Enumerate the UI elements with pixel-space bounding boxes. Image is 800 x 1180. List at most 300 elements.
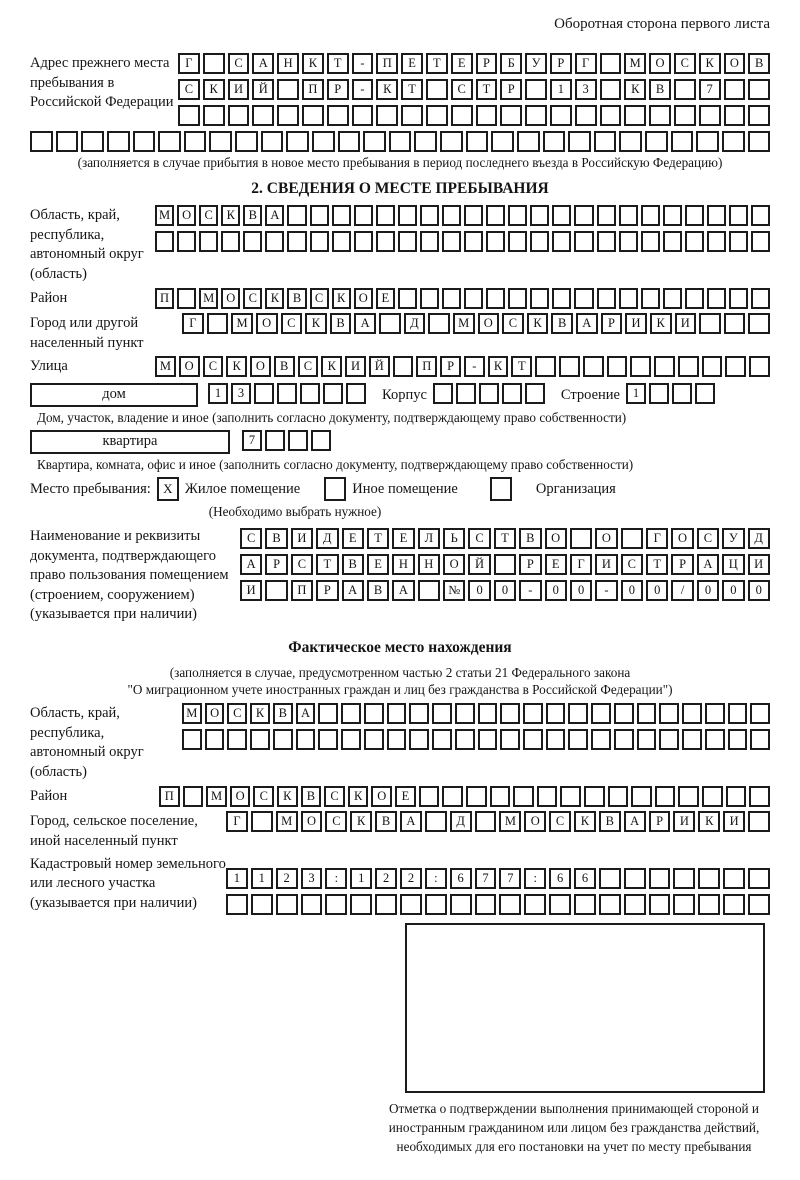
char-box: О — [443, 554, 465, 575]
char-box — [398, 288, 417, 309]
char-box — [641, 288, 660, 309]
char-box — [591, 703, 611, 724]
char-box: Р — [550, 53, 572, 74]
region-row-1 — [155, 205, 770, 226]
char-box: Т — [426, 53, 448, 74]
char-box — [729, 288, 748, 309]
char-box: Р — [601, 313, 623, 334]
char-box — [707, 288, 726, 309]
char-box — [552, 205, 571, 226]
char-box — [490, 786, 511, 807]
char-box — [286, 131, 309, 152]
char-box — [207, 313, 229, 334]
char-box — [530, 288, 549, 309]
char-box — [30, 131, 53, 152]
char-box: 0 — [621, 580, 643, 601]
char-box — [341, 703, 361, 724]
char-box — [302, 105, 324, 126]
char-box: В — [599, 811, 621, 832]
stroenie-label: Строение — [560, 386, 620, 403]
char-box: П — [302, 79, 324, 100]
char-box — [543, 131, 566, 152]
char-box — [591, 729, 611, 750]
char-box — [659, 703, 679, 724]
korpus-row — [433, 383, 545, 404]
char-box — [325, 894, 347, 915]
char-box: В — [375, 811, 397, 832]
char-box: А — [252, 53, 274, 74]
stay-option-other-label: Иное помещение — [352, 480, 458, 497]
char-box: Е — [392, 528, 414, 549]
char-box — [549, 894, 571, 915]
district-row — [155, 288, 770, 309]
char-box — [158, 131, 181, 152]
char-box: А — [392, 580, 414, 601]
prev-address-row-2 — [178, 79, 770, 100]
char-box — [265, 580, 287, 601]
char-box — [748, 105, 770, 126]
char-box — [726, 786, 747, 807]
char-box: С — [324, 786, 345, 807]
char-box — [287, 205, 306, 226]
char-box — [574, 231, 593, 252]
char-box — [724, 79, 746, 100]
char-box — [450, 894, 472, 915]
char-box: В — [367, 580, 389, 601]
char-box — [599, 868, 621, 889]
char-box: С — [621, 554, 643, 575]
char-box: О — [724, 53, 746, 74]
doc-label: Наименование и реквизиты документа, подтверждающего право пользования помещением (строением, сооружением) (указывается при наличии) — [30, 528, 229, 623]
char-box: Е — [376, 288, 395, 309]
district-label: Район — [30, 290, 68, 307]
char-box — [363, 131, 386, 152]
char-box: 0 — [722, 580, 744, 601]
section2-title: 2. СВЕДЕНИЯ О МЕСТЕ ПРЕБЫВАНИЯ — [251, 180, 549, 198]
char-box — [546, 703, 566, 724]
char-box — [568, 703, 588, 724]
char-box: С — [240, 528, 262, 549]
char-box: П — [416, 356, 437, 377]
char-box: К — [203, 79, 225, 100]
char-box: О — [545, 528, 567, 549]
char-box — [251, 811, 273, 832]
char-box — [575, 105, 597, 126]
char-box: А — [240, 554, 262, 575]
char-box: С — [281, 313, 303, 334]
char-box — [594, 131, 617, 152]
stay-option-organization-checkbox — [490, 477, 512, 501]
char-box — [600, 53, 622, 74]
char-box: Г — [575, 53, 597, 74]
char-box — [494, 554, 516, 575]
char-box: О — [256, 313, 278, 334]
char-box: М — [276, 811, 298, 832]
char-box: Р — [440, 356, 461, 377]
char-box — [296, 729, 316, 750]
char-box: О — [205, 703, 225, 724]
doc-row-2 — [240, 554, 770, 575]
char-box — [401, 105, 423, 126]
stay-choose-note: (Необходимо выбрать нужное) — [208, 503, 382, 519]
char-box — [376, 231, 395, 252]
char-box — [655, 786, 676, 807]
char-box — [560, 786, 581, 807]
char-box — [748, 811, 770, 832]
char-box: Й — [252, 79, 274, 100]
char-box — [624, 868, 646, 889]
char-box: Т — [316, 554, 338, 575]
char-box: С — [199, 205, 218, 226]
char-box — [184, 131, 207, 152]
char-box — [425, 894, 447, 915]
char-box: 7 — [499, 868, 521, 889]
char-box — [649, 383, 669, 404]
char-box: К — [226, 356, 247, 377]
char-box — [338, 131, 361, 152]
char-box: О — [595, 528, 617, 549]
char-box: 0 — [697, 580, 719, 601]
char-box — [748, 131, 771, 152]
char-box: № — [443, 580, 465, 601]
char-box — [486, 205, 505, 226]
char-box: Й — [468, 554, 490, 575]
char-box — [456, 383, 476, 404]
char-box: Г — [182, 313, 204, 334]
char-box: О — [177, 205, 196, 226]
char-box: 1 — [350, 868, 372, 889]
char-box: Н — [392, 554, 414, 575]
char-box: 7 — [242, 430, 262, 451]
stamp-caption: Отметка о подтверждении выполнения принимающей стороной и иностранным гражданином или лицом без гражданства действий, необходимых для его постановки на учет по месту пребывания — [388, 1100, 760, 1154]
char-box — [695, 383, 715, 404]
char-box — [442, 205, 461, 226]
char-box — [221, 231, 240, 252]
char-box: К — [305, 313, 327, 334]
doc-row-3 — [240, 580, 770, 601]
char-box: Б — [500, 53, 522, 74]
char-box — [409, 703, 429, 724]
char-box — [750, 729, 770, 750]
char-box — [182, 729, 202, 750]
char-box — [631, 786, 652, 807]
prev-address-label: Адрес прежнего места пребывания в Российской Федерации — [30, 55, 174, 111]
char-box — [414, 131, 437, 152]
char-box: 0 — [646, 580, 668, 601]
char-box — [352, 105, 374, 126]
char-box — [624, 105, 646, 126]
stay-option-residential-label: Жилое помещение — [184, 480, 301, 497]
char-box — [398, 205, 417, 226]
char-box: 6 — [574, 868, 596, 889]
char-box: К — [624, 79, 646, 100]
char-box: Ь — [443, 528, 465, 549]
char-box: П — [376, 53, 398, 74]
char-box — [464, 231, 483, 252]
char-box: - — [519, 580, 541, 601]
char-box — [524, 894, 546, 915]
prev-address-section — [30, 53, 770, 171]
char-box — [235, 131, 258, 152]
char-box: Д — [748, 528, 770, 549]
char-box — [301, 894, 323, 915]
char-box — [537, 786, 558, 807]
char-box — [440, 131, 463, 152]
char-box: 0 — [494, 580, 516, 601]
char-box — [432, 703, 452, 724]
char-box: И — [748, 554, 770, 575]
char-box — [723, 868, 745, 889]
char-box: В — [330, 313, 352, 334]
char-box: 0 — [748, 580, 770, 601]
al-region-row-1 — [182, 703, 770, 724]
char-box — [630, 356, 651, 377]
char-box — [645, 131, 668, 152]
char-box: 0 — [570, 580, 592, 601]
char-box: Г — [570, 554, 592, 575]
char-box: С — [697, 528, 719, 549]
char-box — [530, 205, 549, 226]
al-region-row-2 — [182, 729, 770, 750]
char-box: М — [182, 703, 202, 724]
char-box — [426, 79, 448, 100]
char-box — [261, 131, 284, 152]
char-box: К — [488, 356, 509, 377]
char-box: У — [722, 528, 744, 549]
char-box: К — [321, 356, 342, 377]
char-box: О — [354, 288, 373, 309]
char-box — [387, 729, 407, 750]
char-box: / — [671, 580, 693, 601]
char-box: С — [227, 703, 247, 724]
char-box — [354, 205, 373, 226]
char-box — [574, 894, 596, 915]
char-box: М — [624, 53, 646, 74]
char-box — [300, 383, 320, 404]
char-box — [475, 811, 497, 832]
char-box: В — [519, 528, 541, 549]
al-district-label: Район — [30, 788, 68, 805]
char-box: С — [549, 811, 571, 832]
char-box: Р — [316, 580, 338, 601]
char-box — [748, 79, 770, 100]
char-box: О — [671, 528, 693, 549]
char-box — [254, 383, 274, 404]
char-box: Д — [316, 528, 338, 549]
char-box: Н — [418, 554, 440, 575]
char-box: Т — [511, 356, 532, 377]
char-box: С — [325, 811, 347, 832]
char-box: И — [345, 356, 366, 377]
char-box — [287, 231, 306, 252]
char-box — [559, 356, 580, 377]
char-box — [466, 786, 487, 807]
char-box: 7 — [475, 868, 497, 889]
char-box — [517, 131, 540, 152]
char-box — [724, 105, 746, 126]
char-box — [654, 356, 675, 377]
char-box: С — [451, 79, 473, 100]
char-box: О — [250, 356, 271, 377]
char-box — [418, 580, 440, 601]
house-type-box: дом — [30, 383, 198, 407]
char-box — [273, 729, 293, 750]
char-box — [552, 231, 571, 252]
char-box: К — [250, 703, 270, 724]
char-box — [619, 288, 638, 309]
char-box: Г — [226, 811, 248, 832]
char-box — [682, 703, 702, 724]
char-box — [696, 131, 719, 152]
char-box — [475, 894, 497, 915]
char-box — [583, 356, 604, 377]
prev-address-row-1 — [178, 53, 770, 74]
char-box — [525, 105, 547, 126]
stamp-box — [405, 923, 765, 1093]
char-box — [354, 231, 373, 252]
char-box — [205, 729, 225, 750]
char-box: 2 — [375, 868, 397, 889]
char-box — [311, 430, 331, 451]
char-box — [346, 383, 366, 404]
stroenie-row — [626, 383, 715, 404]
char-box — [420, 231, 439, 252]
city-row — [182, 313, 770, 334]
char-box: А — [576, 313, 598, 334]
char-box: 1 — [226, 868, 248, 889]
char-box — [332, 205, 351, 226]
korpus-label: Корпус — [382, 386, 427, 403]
char-box — [523, 729, 543, 750]
street-label: Улица — [30, 357, 68, 374]
char-box — [376, 205, 395, 226]
char-box — [525, 79, 547, 100]
char-box: И — [228, 79, 250, 100]
char-box: : — [425, 868, 447, 889]
stay-option-other-checkbox — [324, 477, 346, 501]
char-box: Т — [367, 528, 389, 549]
char-box — [674, 105, 696, 126]
char-box — [464, 205, 483, 226]
char-box — [420, 205, 439, 226]
char-box: М — [155, 205, 174, 226]
char-box — [619, 231, 638, 252]
char-box — [332, 231, 351, 252]
char-box: О — [371, 786, 392, 807]
char-box — [177, 288, 196, 309]
char-box: О — [221, 288, 240, 309]
char-box: М — [199, 288, 218, 309]
al-region-label: Область, край, республика, автономный округ (область) — [30, 705, 144, 780]
char-box — [393, 356, 414, 377]
char-box: И — [240, 580, 262, 601]
char-box — [183, 786, 204, 807]
char-box: В — [274, 356, 295, 377]
char-box — [228, 105, 250, 126]
char-box — [455, 729, 475, 750]
char-box — [442, 231, 461, 252]
char-box: Е — [545, 554, 567, 575]
char-box — [641, 231, 660, 252]
char-box — [750, 703, 770, 724]
char-box: 3 — [575, 79, 597, 100]
char-box: К — [302, 53, 324, 74]
char-box: С — [291, 554, 313, 575]
char-box — [387, 703, 407, 724]
char-box — [574, 205, 593, 226]
char-box — [607, 356, 628, 377]
char-box: М — [499, 811, 521, 832]
char-box — [451, 105, 473, 126]
al-city-label: Город, сельское поселение, иной населенный пункт — [30, 813, 198, 849]
char-box — [698, 894, 720, 915]
char-box: К — [698, 811, 720, 832]
char-box: - — [464, 356, 485, 377]
char-box — [649, 868, 671, 889]
char-box — [550, 105, 572, 126]
char-box — [685, 288, 704, 309]
char-box: К — [348, 786, 369, 807]
char-box — [705, 729, 725, 750]
doc-row-1 — [240, 528, 770, 549]
char-box: : — [325, 868, 347, 889]
char-box: К — [376, 79, 398, 100]
char-box — [177, 231, 196, 252]
char-box: М — [453, 313, 475, 334]
char-box: 1 — [251, 868, 273, 889]
char-box — [584, 786, 605, 807]
char-box: А — [697, 554, 719, 575]
char-box: С — [674, 53, 696, 74]
char-box: А — [354, 313, 376, 334]
char-box: 0 — [468, 580, 490, 601]
char-box — [729, 231, 748, 252]
char-box — [535, 356, 556, 377]
char-box — [81, 131, 104, 152]
char-box — [203, 53, 225, 74]
char-box: И — [675, 313, 697, 334]
char-box: А — [265, 205, 284, 226]
char-box — [748, 868, 770, 889]
char-box — [637, 703, 657, 724]
char-box — [570, 528, 592, 549]
char-box — [464, 288, 483, 309]
char-box: И — [291, 528, 313, 549]
char-box — [133, 131, 156, 152]
char-box — [678, 786, 699, 807]
char-box: С — [502, 313, 524, 334]
char-box: С — [468, 528, 490, 549]
char-box: 0 — [545, 580, 567, 601]
actual-location-title: Фактическое место нахождения — [288, 638, 512, 656]
char-box — [276, 894, 298, 915]
char-box: 1 — [208, 383, 228, 404]
char-box — [749, 356, 770, 377]
stay-option-residential-checkbox: X — [157, 477, 179, 501]
char-box — [723, 894, 745, 915]
char-box — [597, 205, 616, 226]
char-box — [265, 430, 285, 451]
char-box — [323, 383, 343, 404]
char-box — [663, 231, 682, 252]
char-box: К — [699, 53, 721, 74]
char-box — [375, 894, 397, 915]
char-box — [614, 729, 634, 750]
char-box — [699, 313, 721, 334]
char-box: В — [649, 79, 671, 100]
char-box — [751, 288, 770, 309]
char-box: 3 — [301, 868, 323, 889]
